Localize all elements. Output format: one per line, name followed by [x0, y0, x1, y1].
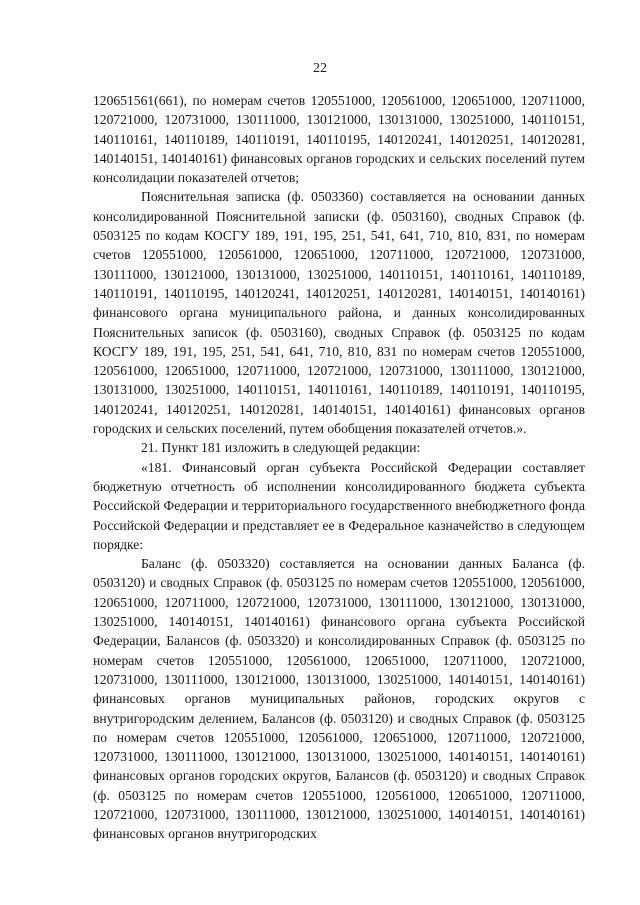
paragraph-balance: Баланс (ф. 0503320) составляется на основании данных Баланса (ф. 0503120) и сводных Справок (ф. 0503125 по номерам счетов 120551000, 120561000, 120651000, 120711000, 120721000, 120731000, 130111000, 130121000, 130131000, 130251000, 140140151, 140140161) финансового органа субъекта Российской Федерации, Балансов (ф. 0503320) и консолидированных Справок (ф. 0503125 по номерам счетов 120551000, 120561000, 120651000, 120711000, 120721000, 120731000, 130111000, 130121000, 130131000, 130251000, 140140151, 140140161) финансовых органов муниципальных районов, городских округов с внутригородским делением, Балансов (ф. 0503120) и сводных Справок (ф. 0503125 по номерам счетов 120551000, 120561000, 120651000, 120711000, 120721000, 120731000, 130111000, 130121000, 130131000, 130251000, 140140151, 140140161) финансовых органов городских округов, Балансов (ф. 0503120) и сводных Справок (ф. 0503125 по номерам счетов 120551000, 120561000, 120651000, 120711000, 120721000, 120731000, 130111000, 130121000, 130251000, 140140151, 140140161) финансовых органов внутригородских: [93, 556, 585, 842]
paragraph-item-21: 21. Пункт 181 изложить в следующей редакции:: [141, 440, 421, 456]
page-number: 22: [313, 61, 327, 76]
paragraph-continuation: 120651561(661), по номерам счетов 120551000, 120561000, 120651000, 120711000, 120721000, 120731000, 130111000, 130121000, 130131000, 130251000, 140110151, 140110161, 140110189, 140110191, 140110195, 140120241, 140120251, 140120281, 140140151, 140140161) финансовых органов городских и сельских поселений путем консолидации показателей отчетов;: [93, 93, 585, 186]
paragraph-explanatory-note: Пояснительная записка (ф. 0503360) составляется на основании данных консолидированной Пояснительной записки (ф. 0503160), сводных Справок (ф. 0503125 по кодам КОСГУ 189, 191, 195, 251, 541, 641, 710, 810, 831, по номерам счетов 120551000, 120561000, 120651000, 120711000, 120721000, 120731000, 130111000, 130121000, 130131000, 130251000, 140110151, 140110161, 140110189, 140110191, 140110195, 140120241, 140120251, 140120281, 140140151, 140140161) финансового органа муниципального района, и данных консолидированных Пояснительных записок (ф. 0503160), сводных Справок (ф. 0503125 по кодам КОСГУ 189, 191, 195, 251, 541, 641, 710, 810, 831 по номерам счетов 120551000, 120561000, 120651000, 120711000, 120721000, 120731000, 130111000, 130121000, 130131000, 130251000, 140110151, 140110161, 140110189, 140110191, 140110195, 140120241, 140120251, 140120281, 140140151, 140140161) финансовых органов городских и сельских поселений, путем обобщения показателей отчетов.».: [93, 189, 585, 437]
paragraph-item-181: «181. Финансовый орган субъекта Российской Федерации составляет бюджетную отчетность об исполнении консолидированного бюджета субъекта Российской Федерации и территориального государственного внебюджетного фонда Российской Федерации и представляет ее в Федеральное казначейство в следующем порядке:: [93, 459, 585, 552]
document-body: [93, 91, 585, 844]
